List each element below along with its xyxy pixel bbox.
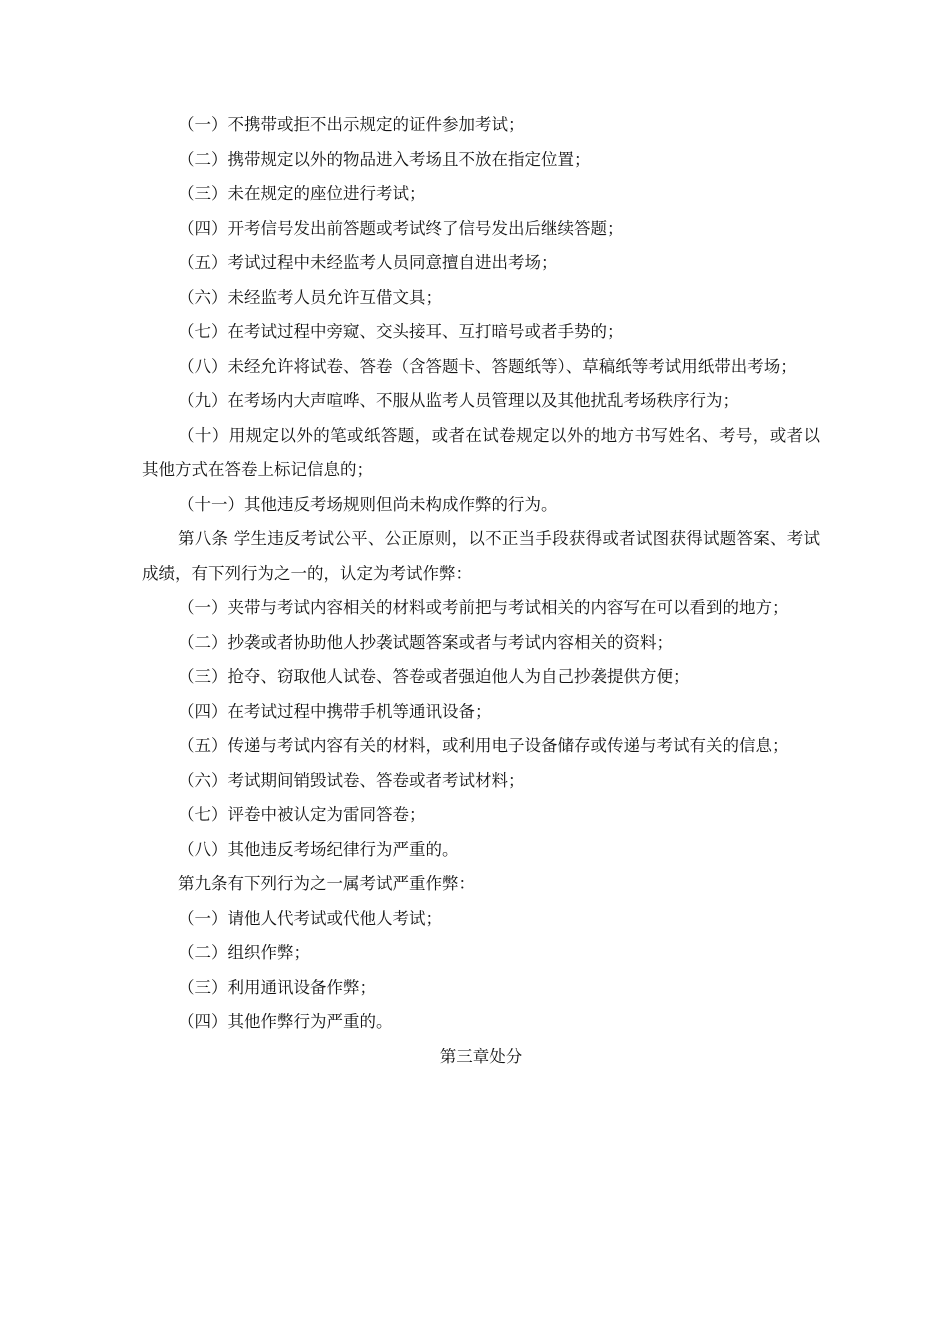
item-8-removing-papers: （八）未经允许将试卷、答卷（含答题卡、答题纸等）、草稿纸等考试用纸带出考场；	[178, 356, 797, 376]
article-8-item-6: （六）考试期间销毁试卷、答卷或者考试材料；	[178, 770, 525, 790]
article-8-item-2: （二）抄袭或者协助他人抄袭试题答案或者与考试内容相关的资料；	[178, 632, 673, 652]
article-8-item-7: （七）评卷中被认定为雷同答卷；	[178, 805, 426, 824]
article-9-text: 第九条有下列行为之一属考试严重作弊：	[178, 874, 475, 893]
item-4-answer-timing: （四）开考信号发出前答题或考试终了信号发出后继续答题；	[178, 218, 624, 238]
item-3-wrong-seat: （三）未在规定的座位进行考试；	[178, 184, 426, 203]
item-11-other-violations: （十一）其他违反考场规则但尚未构成作弊的行为。	[178, 494, 558, 514]
chapter-heading: 第三章处分	[439, 1046, 523, 1066]
article-9-item-2: （二）组织作弊；	[178, 943, 310, 962]
article-8-item-4: （四）在考试过程中携带手机等通讯设备；	[178, 701, 492, 721]
document-body	[142, 108, 820, 1074]
item-5-leaving-room: （五）考试过程中未经监考人员同意擅自进出考场；	[178, 253, 558, 272]
article-8-item-1: （一）夹带与考试内容相关的材料或考前把与考试相关的内容写在可以看到的地方；	[178, 598, 789, 617]
item-2-prohibited-items: （二）携带规定以外的物品进入考场且不放在指定位置；	[178, 149, 591, 169]
item-9-disturbance: （九）在考场内大声喧哗、不服从监考人员管理以及其他扰乱考场秩序行为；	[178, 391, 739, 410]
article-8-item-5: （五）传递与考试内容有关的材料，或利用电子设备储存或传递与考试有关的信息；	[178, 736, 789, 755]
article-9-item-3: （三）利用通讯设备作弊；	[178, 977, 376, 997]
item-7-peeking: （七）在考试过程中旁窥、交头接耳、互打暗号或者手势的；	[178, 322, 624, 341]
item-10-marking-info: （十）用规定以外的笔或纸答题，或者在试卷规定以外的地方书写姓名、考号，或者以其他方式在答卷上标记信息的；	[142, 425, 820, 479]
article-9-item-4: （四）其他作弊行为严重的。	[178, 1012, 393, 1031]
article-8-item-3: （三）抢夺、窃取他人试卷、答卷或者强迫他人为自己抄袭提供方便；	[178, 667, 690, 686]
item-6-borrowing-stationery: （六）未经监考人员允许互借文具；	[178, 287, 442, 307]
item-1-no-id: （一）不携带或拒不出示规定的证件参加考试；	[178, 115, 525, 134]
article-8-item-8: （八）其他违反考场纪律行为严重的。	[178, 839, 459, 859]
article-9-item-1: （一）请他人代考试或代他人考试；	[178, 908, 442, 928]
article-8-text: 第八条 学生违反考试公平、公正原则，以不正当手段获得或者试图获得试题答案、考试成绩，有下列行为之一的，认定为考试作弊：	[142, 529, 820, 583]
